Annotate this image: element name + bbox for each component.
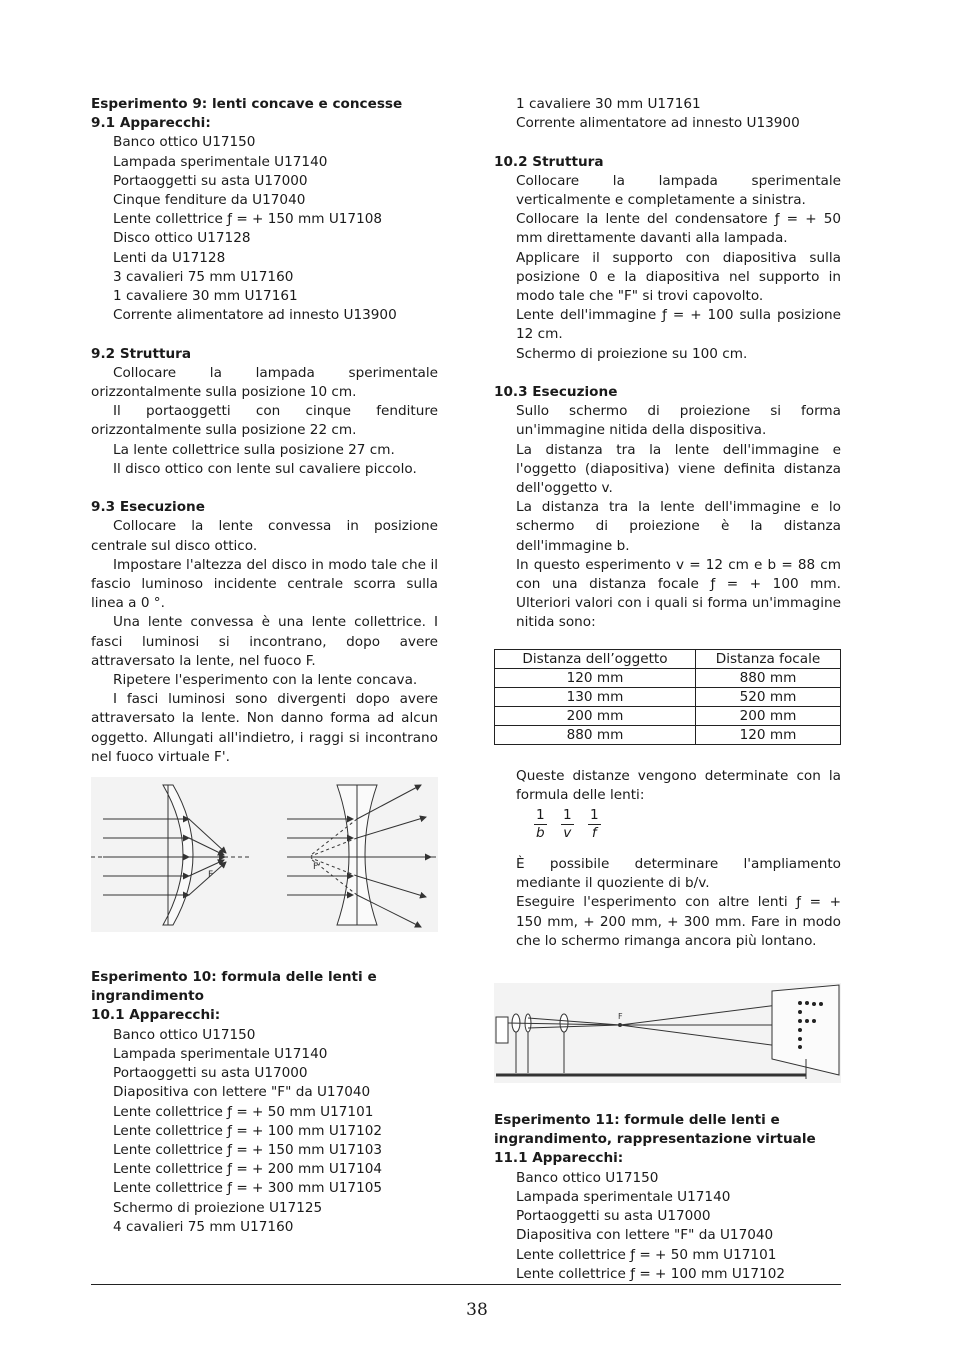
table-cell: 120 mm <box>696 725 841 744</box>
list-item: Lampada sperimentale U17140 <box>113 153 328 170</box>
virtual-focus-label: F' <box>313 862 321 873</box>
exp10-execution-p3: La distanza tra la lente dell'immagine e lo schermo di proiezione è la distanza dell'immagine b. <box>516 499 841 554</box>
table-cell: 200 mm <box>495 706 696 725</box>
table-cell: 520 mm <box>696 687 841 706</box>
table-row <box>495 706 841 725</box>
exp10-apparatus-title: 10.1 Apparecchi: <box>91 1007 221 1024</box>
exp10-execution-p5: Queste distanze vengono determinate con la formula delle lenti: <box>516 767 841 803</box>
table-cell: 880 mm <box>696 668 841 687</box>
list-item: Lente collettrice ƒ = + 150 mm U17108 <box>113 211 383 228</box>
exp10-structure-p3: Applicare il supporto con diapositiva sulla posizione 0 e la diapositiva nel supporto in modo tale che "F" si trovi capovolto. <box>516 249 841 305</box>
exp10-execution-p2: La distanza tra la lente dell'immagine e l'oggetto (diapositiva) viene definita distanza dell'oggetto v. <box>516 441 841 497</box>
table-cell: 200 mm <box>696 706 841 725</box>
exp9-structure-p3: La lente collettrice sulla posizione 27 cm. <box>113 441 395 458</box>
image-lens-shape <box>560 1014 568 1032</box>
lamp-shape <box>496 1017 508 1043</box>
exp10-execution-p7: Eseguire l'esperimento con altre lenti ƒ = + 150 mm, + 200 mm, + 300 mm. Fare in modo che lo schermo rimanga ancora più lontano. <box>516 894 841 949</box>
table-row <box>495 668 841 687</box>
exp10-apparatus-list-cont <box>494 95 841 133</box>
exp10-apparatus-list <box>91 1026 438 1237</box>
fraction: $\frac{1}{f}$ <box>589 807 599 842</box>
list-item: 1 cavaliere 30 mm U17161 <box>113 288 298 305</box>
list-item: Lente collettrice ƒ = + 150 mm U17103 <box>113 1141 383 1158</box>
table-cell: 880 mm <box>495 725 696 744</box>
exp9-structure-p2: Il portaoggetti con cinque fenditure orizzontalmente sulla posizione 22 cm. <box>91 403 438 439</box>
list-item: Portaoggetti su asta U17000 <box>113 1065 308 1082</box>
concave-lens-figure <box>287 785 436 927</box>
fraction: $\frac{1}{v}$ <box>562 807 572 842</box>
list-item: Disco ottico U17128 <box>113 230 251 247</box>
exp11-title: Esperimento 11: formule delle lenti e ingrandimento, rappresentazione virtuale <box>494 1112 816 1148</box>
exp10-title: Esperimento 10: formula delle lenti e ingrandimento <box>91 969 377 1005</box>
table-cell: 130 mm <box>495 687 696 706</box>
list-item: Diapositiva con lettere "F" da U17040 <box>516 1227 774 1244</box>
table-row <box>495 687 841 706</box>
footer-rule <box>91 1284 841 1285</box>
table-header-row <box>495 649 841 668</box>
list-item: Corrente alimentatore ad innesto U13900 <box>516 115 800 132</box>
exp9-execution-p3: Una lente convessa è una lente collettrice. I fasci luminosi si incontrano, dopo avere attraversato la lente, nel fuoco F. <box>91 614 438 669</box>
focus-label: F <box>208 870 214 881</box>
list-item: Banco ottico U17150 <box>113 1026 256 1043</box>
exp10-execution-p1: Sullo schermo di proiezione si forma un'immagine nitida della dispositiva. <box>516 403 841 439</box>
exp10-structure-p1: Collocare la lampada sperimentale verticalmente e completamente a sinistra. <box>516 172 841 208</box>
exp9-execution-title: 9.3 Esecuzione <box>91 499 205 516</box>
projection-setup-diagram <box>494 983 841 1083</box>
focus-label: F <box>618 1012 623 1022</box>
exp10-structure-p5: Schermo di proiezione su 100 cm. <box>516 345 748 362</box>
list-item: Banco ottico U17150 <box>113 134 256 151</box>
list-item: Banco ottico U17150 <box>516 1169 659 1186</box>
list-item: 1 cavaliere 30 mm U17161 <box>516 96 701 112</box>
lens-formula <box>494 807 841 851</box>
exp10-execution-p4: In questo esperimento v = 12 cm e b = 88 cm con una distanza focale ƒ = + 100 mm. Ulteriori valori con i quali si forma un'immagine nitida sono: <box>516 556 841 631</box>
exp9-structure-title: 9.2 Struttura <box>91 345 192 362</box>
lens-ray-diagram <box>91 777 438 932</box>
list-item: Cinque fenditure da U17040 <box>113 192 306 209</box>
exp10-execution-title: 10.3 Esecuzione <box>494 384 618 401</box>
list-item: Lenti da U17128 <box>113 249 226 266</box>
list-item: Lente collettrice ƒ = + 50 mm U17101 <box>113 1103 374 1120</box>
left-column <box>91 95 438 1237</box>
list-item: 3 cavalieri 75 mm U17160 <box>113 268 294 285</box>
exp9-execution-p5: I fasci luminosi sono divergenti dopo avere attraversato la lente. Non danno forma ad alcun oggetto. Allungati all'indietro, i raggi si incontrano nel fuoco virtuale F'. <box>91 691 438 765</box>
table-header-cell: Distanza dell’oggetto <box>495 649 696 668</box>
exp10-structure-p4: Lente dell'immagine ƒ = + 100 sulla posizione 12 cm. <box>516 307 841 343</box>
exp9-execution-p4: Ripetere l'esperimento con la lente concava. <box>113 672 418 689</box>
exp11-apparatus-title: 11.1 Apparecchi: <box>494 1150 624 1167</box>
list-item: Lente collettrice ƒ = + 100 mm U17102 <box>516 1265 786 1282</box>
list-item: Portaoggetti su asta U17000 <box>113 172 308 189</box>
list-item: Lente collettrice ƒ = + 300 mm U17105 <box>113 1180 383 1197</box>
table-cell: 120 mm <box>495 668 696 687</box>
list-item: Diapositiva con lettere "F" da U17040 <box>113 1084 371 1101</box>
exp10-structure-title: 10.2 Struttura <box>494 153 604 170</box>
table-header-cell: Distanza focale <box>696 649 841 668</box>
exp9-execution-p1: Collocare la lente convessa in posizione centrale sul disco ottico. <box>91 518 438 554</box>
exp9-title: Esperimento 9: lenti concave e concesse <box>91 96 403 112</box>
exp10-execution-p6: È possibile determinare l'ampliamento mediante il quoziente di b/v. <box>516 856 841 892</box>
list-item: Schermo di proiezione U17125 <box>113 1199 323 1216</box>
list-item: Corrente alimentatore ad innesto U13900 <box>113 307 397 324</box>
list-item: Lente collettrice ƒ = + 100 mm U17102 <box>113 1122 383 1139</box>
exp11-apparatus-list <box>494 1169 841 1284</box>
right-column <box>494 95 841 1284</box>
table-row <box>495 725 841 744</box>
exp9-execution-p2: Impostare l'altezza del disco in modo tale che il fascio luminoso incidente centrale scorra sulla linea a 0 °. <box>91 556 438 612</box>
distance-table <box>494 649 841 745</box>
list-item: Lampada sperimentale U17140 <box>516 1188 731 1205</box>
exp10-structure-p2: Collocare la lente del condensatore ƒ = + 50 mm direttamente davanti alla lampada. <box>516 211 841 247</box>
exp9-structure-p4: Il disco ottico con lente sul cavaliere piccolo. <box>113 460 417 477</box>
fraction: $\frac{1}{b}$ <box>536 807 545 842</box>
exp9-apparatus-list <box>91 133 438 325</box>
list-item: Lampada sperimentale U17140 <box>113 1045 328 1062</box>
convex-lens-figure <box>91 785 251 925</box>
page-number: 38 <box>466 1300 488 1320</box>
list-item: Lente collettrice ƒ = + 200 mm U17104 <box>113 1161 383 1178</box>
list-item: 4 cavalieri 75 mm U17160 <box>113 1218 294 1235</box>
exp9-structure-p1: Collocare la lampada sperimentale orizzontalmente sulla posizione 10 cm. <box>91 364 438 401</box>
list-item: Portaoggetti su asta U17000 <box>516 1208 711 1225</box>
list-item: Lente collettrice ƒ = + 50 mm U17101 <box>516 1246 777 1263</box>
exp9-apparatus-title: 9.1 Apparecchi: <box>91 115 211 132</box>
